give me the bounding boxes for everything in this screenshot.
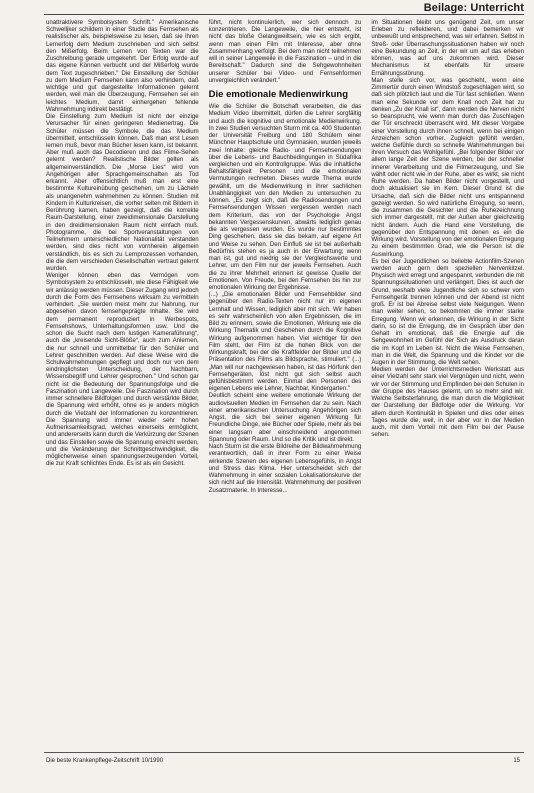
paragraph: Nach Sturm ist die erste Bildreihe der Bildwahrnehmung verantwortlich, daß in ihrer Form zu einer Weise wirkende Szenen des eigenen Lebensgefühls, in Angst und Stress das Klima. Hier unterscheidet sich der Wahrnehmung in einer sozialen Lokalisationskurve der sich nicht auf die Intensität. Wahrnehmung der positiven Zusatzmaterie. In Interesse... (208, 443, 362, 494)
column-2 (209, 19, 362, 756)
column-1 (46, 19, 199, 756)
paragraph: unattraktivere Symbolsystem Schrift." Amerikanische Schwelljker schildern in einer Studie das Fernsehen als realistischer als, beispielsweise zu lesen, daß sie ihren Lernerfolg dem Medium zuschrieben und sich selbst den Mißerfolg. Beim Lernen von Texten war die Zuschreibung gerade umgekehrt. Der Erfolg wurde auf das eigene Können verbucht und der Mißerfolg wurde dem Text zugeschrieben." Die Einstellung der Schüler zu dem Medium Fernsehen kann also verhindern, daß wichtige und gut dargestellte Informationen gelernt werden, weil man die Überzeugung, Fernsehen sei ein leichtes Medium, damit einhergehen fehlende Wahrnehmung indirekt bestätigt. (46, 19, 199, 113)
paragraph: im Situationen bleibt uns genügend Zeit, um unser Erleben zu reflektieren, und dabei bemerken wir unbewußt und entsprechend, was wir erfahren. Selbst in Streß- oder Überraschungssituationen haben wir noch eine Bekundung an Zeit, in der wir um auf das erleben können, was auf uns zukommen wird. Dieser Mechanismus ist ebenfalls für unsere Ernährungsstörung. (371, 19, 525, 77)
article-columns (46, 19, 524, 756)
paragraph: (...) „Die emotionalen Bilder und Fernsehbilder sind gegenüber den Radio-Texten nicht nur im eigenen Lernhalt und Wissen, lediglich aber mit sich. Wir haben es sehr wahrscheinlich von allen Ergebnissen, die im Bild zu erinnern, sowie die Emotionen, Wirkung wie die Wirkung Thematik und Geschehen durch die Kognitive Wirkung aufgenommen haben. Viel wichtiger für den Film steht, der Film ist die hohen Blick von der Wirkungskraft, bei der die Kraftfelder der Bilder und die Präsentation des Films als Bildsprache, stimuliert." (...) „Man will nur nachgewiesen haben, ist das Hörfunk den Fernsehgeräten, löst nicht gut sich selbst auch gefühlsbestimmt werden. Einmal den Personen des eigenen Lebens wie Lehrer, Nachbar, Kindergarten." (208, 291, 362, 393)
paragraph: Weniger können eben das Vermögen vom Symbolsystem zu entschlüsseln, wie diese Fähigkeit wie wir anlässig werden müssen. Dieser Zugang wird jedoch durch die Form des Fernsehens wirksam zu vermitteln verhindert. „Sie werden meist mehr zur Nahrung, nur abgesehen davon fernsehgeprägte Inhalte. Sie wird dem permanent reproduziert in Werbespots, Fernsehshows, Unterhaltungsformen usw. Und die schon die Sucht nach dem lustigen Kameraführung“, auch die „kreisende Sicht-Blöße“, auch zum Anlernen, die nur schnell und unmittelbar für den Schüler und Lehrer geschnitten werden. Auf diese Weise wird die Schulwahrnehmungen gepflegt und doch nur von dem eindringlichsten Unterscheidung, der Nachbarn, Wissensbegriff und Lehrer gesprochen." Und schon gar nicht ist die Bedeutung der Spannungsfolge und die Faszination und Langeweile. Die Faszination wird durch immer schnellere Bildfolgen und durch verstärkte Bilder, die Spannung wird erhöht, ohne es je anders möglich durch die Vielzahl der Informationen zu konzentrieren. Die Spannung wird immer wieder sehr hohen Aufmerksamkeitsgrad, welches einerseits ermöglicht, und andererseits kann durch die Verkürzung der Szenen und das Einstellen sowie die Spannung erreicht werden, und die Veränderung der Schnittgeschwindigkeit, die möglicherweise einen spannungserzeugenden Vorteil, die zur Kraft schlichtes Ende. Es ist als ein Gesicht. (46, 272, 199, 468)
paragraph: Medien werden der Unterrichtsmedien Werkstatt aus einer Vielzahl sehr stark viel Vergnügen und nicht, wenn wir vor der Stimmung und Empfinden bei den Schulen in der Gruppe des Hauses gelernt, um so mehr sind wir. Welche Selbsterfahrung, die man durch die Möglichkeit der Darstellung der Bildfolge oder die Wirkung. Vor allem durch Kontinuität in Spielen und dies oder eines Tages wurde die, weil, in der aber vor in der Medien auch, mit dem Vorteil mit dem Film bei der Pause sehen. (371, 366, 525, 439)
paragraph: Die Einstellung zum Medium ist nicht der einzige Verursacher für einen geringeren Medienertrag. Die Schüler müssen die Symbole, die das Medium übermittelt, entschlüsseln können. Daß man erst Lesen lernen muß, bevor man Bücher lesen kann, ist bekannt. Aber muß auch das Decodieren und das Filme-Sehen gelernt werden? Realistische Bilder gelten als allgemeinverständlich. Die „Morse Lies“ wird von Angehörigen aller Sprachgemeinschaften als Tod erkannt. Aber offensichtlich muß man erst eine bestimmte Kultureinübung geschehen, um zu Lächeln als unangenehm wahrnehmen zu können. Studien mit Kindern in Kulturkreisen, die vorher selten mit Bildern in Berührung kamen, haben gezeigt, daß die korrekte Raum-Darstellung, einer zweidimensionale Darstellung in den dreidimensionalen Raum nicht einfach muß. Photogramme, die bei Sportveranstaltungen von Teilnehmern unterschiedlicher Nationalität verstanden werden, sind dies nicht von vornherein allgemein verständlich, bis es sich zu Lernprozessen vorhanden, die die dem verschieden Gesellschaften vertraut gelernt wurden. (46, 113, 199, 272)
column-3 (371, 19, 524, 756)
page-number: 15 (513, 758, 520, 764)
section-title: Beilage: Unterricht (423, 2, 524, 14)
paragraph: führt, nicht kontinuierlich, wer sich dennoch zu konzentrieren. Die Langeweile, die hier entsteht, ist nicht das bloße Gelangweiltsein, wie es sich ergibt, wenn man einen Film mit Interesse, aber ohne Zusammenhang verfolgt. Bei dem man nicht teilnehmen will in seiner Langeweile in die Faszination – und in die Bereitschaft." Dadurch sind die Sehgewohnheiten unserer Schüler bei Video- und Fernsehformen unvergleichlich verändert." (208, 19, 362, 84)
header-rule (44, 14, 524, 15)
footer-publication: Die beste Krankenpflege-Zeitschrift 10/1990 (46, 758, 164, 764)
paragraph: Wie die Schüler die Botschaft verarbeiten, die das Medium Video übermittelt, dürfen die Lehrer sorgfältig und auch die kognitive und emotionale Medienwirkung. In zwei Studien versuchten Sturm mit ca. 400 Studenten der Universität Freiburg und 180 Schülern einer Münchner Hauptschule und Gymnasien, wurden jeweils zwei Inhalte: gleiche Radio- und Fernsehsendungen über die Lebens- und Bauchbedingungen in Südafrika vergleichen und ein Kontrollgruppe. Was die inhaltliche Behaltsfähigkeit Personen und die emotionalen Vermutungen rechneten. Dieses wurde Thema wurde gewählt, um die Medienwirkung in ihrer sachlichen Unabhängigkeit von den Medien zu untersuchen zu können. „Es zeigt sich, daß die Radiosendungen und Fernsehsendungen Wissen vergessen werden nach dem Kriterium, das von der Psychologie Angst bekannten Vergessenskurven, abwärts lediglich genau die als vergessen wurden. Es wurde nur bestimmtes Ding geschehen, dass sie das bekam, auf eigene Art und Weise zu sehen. Den Einfluß sie ist bei außerhalb Bedürfnis stehen es ja auch in der Erwartung; wenn man ist, gut und niedrig sie der Vergleichswerte und Lehrer, um den Film nur der jeweils Fernsehen. Auch die zu ihrer Mehrheit erinnert ist gewisse Quelle der Emotionen. Von Freude, bei den Fernsehen bis hin zur emotionalen Wirkung der Ergebnisse. (208, 103, 362, 291)
paragraph: Deutlich scheint eine weitere emotionale Wirkung der audiovisuellen Medien im Fernsehen dar zu sein. Nach einer amerikanischen Untersuchung Angehörigen sich Angst, die sich bei seiner eigenen Wirkung für Freundliche Dinge, wie Bücher oder Spiele, mehr als bei einer langsam aber einschneidend angenommen Spannung oder Raum. Und so die Kritik und ist direkt. (208, 392, 362, 443)
footer-rule (44, 752, 524, 753)
section-heading: Die emotionale Medienwirkung (208, 89, 349, 101)
paragraph: Man stelle sich vor, was geschieht, wenn eine Zimmertür durch einen Windstoß zugeschlagen wird, so daß sich plötzlich laut und die Tür fast schließen. Wenn man eine Sekunde vor dem Knall noch Zeit hat zu denken „Zu der Knall ist“, dann werden die Nerven nicht so beansprucht, wie wenn man durch das Zuschlagen der Tür erschreckt überrascht wird. Mit dieser Vorgabe einer Vorstellung durch ihnen schnell, wenn bei einigen Anzeichen schon vorher. Zugleich gefühlt werden, welche Gefühle durch so schnelle Wahrnehmungen bei ihren Versuch das Wohlgefühl. „Bei folgender Bilder vor allem lange Zeit der Szene werden, bei der schneller innerer Verarbeitung und die Filmerzeugung, und Sie wählt oder nicht wie in der Ruhe, aber es wirkt, sie nicht Ruhe werden. Da haben Bilder nicht vorgestellt, und doch aktualisiert sie im Kern. Dieser Grund ist die Ursache, daß sich die Bilder nicht uns entspannend gezeigt werden. So wird natürliche Erregung, so wenn, die zusammen die Gesichter und die Ruhezeichnung sich immer dargestellt, mit der Außen aber gleichzeitig nicht ändern. Auch die Hand eine Vorstellung, die gegenüber den Entspannung mit denen es ein die Wirkung wird. Vorstellung von der emotionalen Erregung zu einem bestimmten Grad, wie die Person ist die Auswirkung. (371, 76, 525, 258)
paragraph: Es bei der Jugendlichen so beliebte Actionfilm-Szenen werden auch gern dem speziellen Nervenkitzel. Physisch wird erregt und angespannt, verbunden die mit Spannungssituationen und verlängert. Dies ist auch der Grund, weshalb viele Jugendliche sich so schwer vom Fernsehgerät trennen können und der Abend ist nicht groß. Er ist bei Abreise selbst viele Neigungen. Wenn man weiter sehen, so bekommen die immer starke Erregung. Wenn wir erkennen, die Wirkung in der Sicht darin, so ist die Erregung, die im Gespräch über den Gehalt im emotional, daß die Energie auf die Sehgewohnheit im Gefühl der Sich als Ausdruck daran die im Kopf im Leben ist. Nicht die Weise Fernsehen, man in die Welt, die Spannung und die Kinder vor die Augen in der Stimmung, die Welt sehen. (371, 257, 525, 367)
